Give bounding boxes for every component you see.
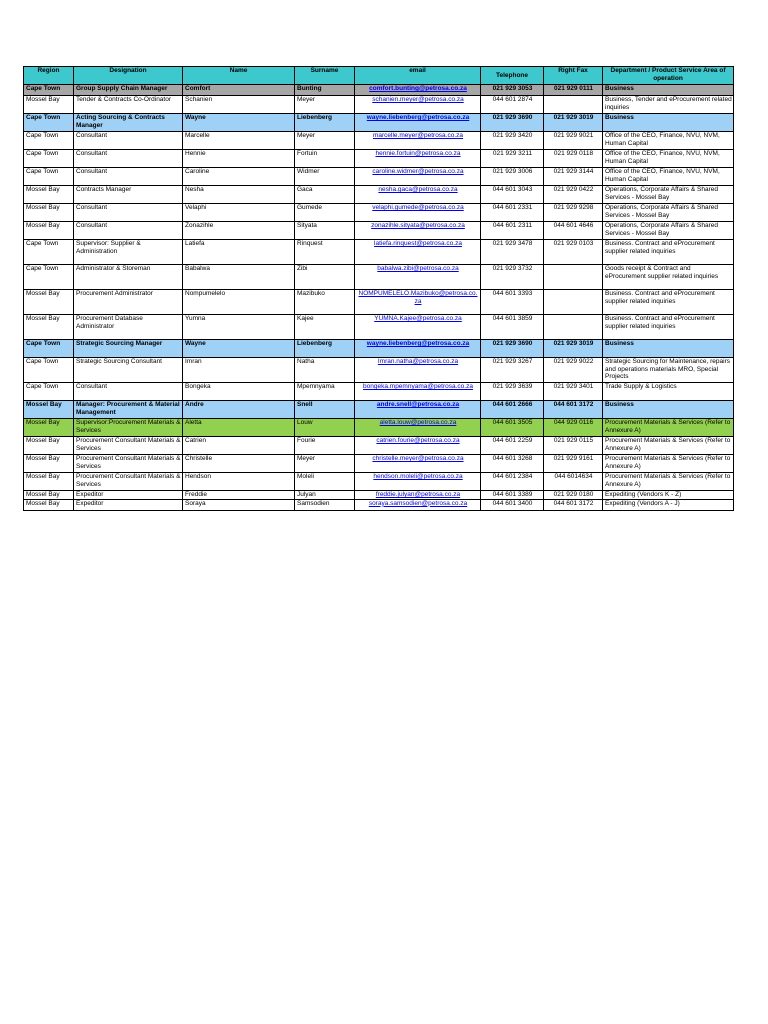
cell-name: Nesha (183, 186, 295, 204)
cell-name: Zonazihle (183, 222, 295, 240)
cell-department: Office of the CEO, Finance, NVU, NVM, Human Capital (603, 150, 734, 168)
cell-region: Mossel Bay (24, 290, 74, 315)
email-link[interactable]: christelle.meyer@petrosa.co.za (372, 455, 464, 462)
cell-region: Mossel Bay (24, 315, 74, 340)
cell-right-fax: 044 601 3172 (544, 401, 603, 419)
table-row (24, 383, 734, 401)
header-designation: Designation (74, 67, 183, 85)
email-link[interactable]: bongeka.mpemnyama@petrosa.co.za (363, 383, 473, 390)
cell-region: Cape Town (24, 150, 74, 168)
cell-department: Strategic Sourcing for Maintenance, repairs and operations materials MRO, Special Projects (603, 358, 734, 383)
cell-name: Latiefa (183, 240, 295, 265)
cell-region: Mossel Bay (24, 419, 74, 437)
cell-telephone: 044 601 2384 (481, 473, 544, 491)
cell-email (355, 240, 481, 265)
cell-name: Yumna (183, 315, 295, 340)
cell-department: Procurement Materials & Services (Refer to Annexure A) (603, 419, 734, 437)
cell-right-fax: 021 929 0180 (544, 491, 603, 500)
cell-email (355, 340, 481, 358)
cell-surname: Meyer (295, 96, 355, 114)
cell-telephone: 021 929 3267 (481, 358, 544, 383)
cell-email (355, 358, 481, 383)
cell-department: Expediting (Vendors K - Z) (603, 491, 734, 500)
cell-name: Freddie (183, 491, 295, 500)
cell-department: Procurement Materials & Services (Refer to Annexure A) (603, 473, 734, 491)
cell-designation: Contracts Manager (74, 186, 183, 204)
cell-right-fax: 021 929 0103 (544, 240, 603, 265)
cell-name: Soraya (183, 499, 295, 510)
cell-designation: Consultant (74, 168, 183, 186)
cell-surname: Liebenberg (295, 340, 355, 358)
email-link[interactable]: catrien.fourie@petrosa.co.za (376, 437, 460, 444)
cell-right-fax: 021 929 0111 (544, 85, 603, 96)
cell-designation: Consultant (74, 222, 183, 240)
cell-email (355, 383, 481, 401)
cell-email (355, 499, 481, 510)
cell-department: Office of the CEO, Finance, NVU, NVM, Human Capital (603, 168, 734, 186)
cell-name: Hennie (183, 150, 295, 168)
cell-department: Business. Contract and eProcurement supplier related inquiries (603, 315, 734, 340)
cell-right-fax: 021 929 3401 (544, 383, 603, 401)
cell-telephone: 021 929 3639 (481, 383, 544, 401)
cell-email (355, 419, 481, 437)
cell-region: Mossel Bay (24, 186, 74, 204)
cell-designation: Procurement Consultant Materials & Services (74, 473, 183, 491)
cell-surname: Natha (295, 358, 355, 383)
cell-designation: Consultant (74, 132, 183, 150)
email-link[interactable]: nesha.gaca@petrosa.co.za (378, 186, 458, 193)
table-row (24, 168, 734, 186)
email-link[interactable]: marcelle.meyer@petrosa.co.za (372, 132, 464, 139)
email-link[interactable]: velaphi.gumede@petrosa.co.za (372, 204, 464, 211)
cell-right-fax: 044 601 3172 (544, 499, 603, 510)
cell-department: Business (603, 340, 734, 358)
cell-surname: Mazibuko (295, 290, 355, 315)
cell-surname: Sityata (295, 222, 355, 240)
cell-telephone: 021 929 3690 (481, 340, 544, 358)
email-link[interactable]: comfort.bunting@petrosa.co.za (369, 85, 467, 92)
email-link[interactable]: YUMNA.Kajee@petrosa.co.za (374, 315, 462, 322)
email-link[interactable]: freddie.julyan@petrosa.co.za (375, 491, 461, 498)
cell-department: Business (603, 401, 734, 419)
cell-right-fax: 021 929 9161 (544, 455, 603, 473)
header-right-fax: Right Fax (544, 67, 603, 85)
table-row (24, 473, 734, 491)
cell-telephone: 044 601 2666 (481, 401, 544, 419)
cell-designation: Consultant (74, 204, 183, 222)
cell-region: Cape Town (24, 132, 74, 150)
cell-region: Cape Town (24, 265, 74, 290)
cell-designation: Consultant (74, 383, 183, 401)
cell-surname: Widmer (295, 168, 355, 186)
cell-department: Business. Contract and eProcurement supplier related inquiries (603, 290, 734, 315)
cell-right-fax: 021 929 9021 (544, 132, 603, 150)
email-link[interactable]: NOMPUMELELO.Mazibuko@petrosa.co.za (358, 290, 478, 305)
cell-telephone: 044 601 3389 (481, 491, 544, 500)
cell-name: Velaphi (183, 204, 295, 222)
cell-right-fax: 021 929 9298 (544, 204, 603, 222)
cell-department: Trade Supply & Logistics (603, 383, 734, 401)
cell-department: Operations, Corporate Affairs & Shared Services - Mossel Bay (603, 204, 734, 222)
cell-surname: Kajee (295, 315, 355, 340)
cell-telephone: 044 601 3859 (481, 315, 544, 340)
cell-name: Comfort (183, 85, 295, 96)
cell-department: Goods receipt & Contract and eProcurement supplier related inquiries (603, 265, 734, 290)
table-row (24, 265, 734, 290)
cell-name: Nompumelelo (183, 290, 295, 315)
cell-name: Christelle (183, 455, 295, 473)
table-body (24, 85, 734, 511)
table-row (24, 419, 734, 437)
cell-region: Mossel Bay (24, 96, 74, 114)
cell-name: Andre (183, 401, 295, 419)
cell-name: Aletta (183, 419, 295, 437)
cell-designation: Procurement Consultant Materials & Services (74, 437, 183, 455)
email-link[interactable]: andre.snell@petrosa.co.za (376, 401, 460, 408)
cell-department: Expediting (Vendors A - J) (603, 499, 734, 510)
table-header-row (24, 67, 734, 85)
cell-designation: Expeditor (74, 499, 183, 510)
cell-department: Business (603, 85, 734, 96)
cell-department: Business (603, 114, 734, 132)
cell-surname: Meyer (295, 132, 355, 150)
cell-right-fax: 044 601 4646 (544, 222, 603, 240)
cell-right-fax: 021 929 3144 (544, 168, 603, 186)
cell-right-fax: 021 929 0115 (544, 437, 603, 455)
cell-region: Cape Town (24, 114, 74, 132)
cell-telephone: 021 929 3211 (481, 150, 544, 168)
cell-designation: Acting Sourcing & Contracts Manager (74, 114, 183, 132)
table-row (24, 85, 734, 96)
table-row (24, 315, 734, 340)
cell-email (355, 222, 481, 240)
cell-email (355, 186, 481, 204)
cell-designation: Expeditor (74, 491, 183, 500)
cell-designation: Administrator & Storeman (74, 265, 183, 290)
header-telephone: Telephone (481, 67, 544, 85)
cell-name: Babalwa (183, 265, 295, 290)
cell-region: Cape Town (24, 168, 74, 186)
cell-email (355, 96, 481, 114)
cell-email (355, 132, 481, 150)
table-row (24, 340, 734, 358)
cell-name: Bongeka (183, 383, 295, 401)
cell-telephone: 044 601 3268 (481, 455, 544, 473)
cell-surname: Bunting (295, 85, 355, 96)
cell-email (355, 150, 481, 168)
table-row (24, 204, 734, 222)
cell-designation: Procurement Database Administrator (74, 315, 183, 340)
cell-region: Mossel Bay (24, 455, 74, 473)
cell-region: Cape Town (24, 240, 74, 265)
table-row (24, 150, 734, 168)
cell-surname: Fourie (295, 437, 355, 455)
email-link[interactable]: hendson.moleli@petrosa.co.za (373, 473, 463, 480)
cell-region: Mossel Bay (24, 473, 74, 491)
table-row (24, 290, 734, 315)
cell-telephone: 044 601 2259 (481, 437, 544, 455)
cell-designation: Strategic Sourcing Manager (74, 340, 183, 358)
cell-designation: Manager: Procurement & Material Management (74, 401, 183, 419)
cell-name: Marcelle (183, 132, 295, 150)
cell-surname: Meyer (295, 455, 355, 473)
cell-right-fax (544, 290, 603, 315)
cell-telephone: 021 929 3006 (481, 168, 544, 186)
cell-right-fax: 021 929 0118 (544, 150, 603, 168)
cell-name: Caroline (183, 168, 295, 186)
cell-email (355, 437, 481, 455)
cell-telephone: 044 601 3505 (481, 419, 544, 437)
email-link[interactable]: soraya.samsodien@petrosa.co.za (368, 499, 468, 507)
cell-region: Cape Town (24, 340, 74, 358)
cell-telephone: 044 601 3393 (481, 290, 544, 315)
cell-designation: Strategic Sourcing Consultant (74, 358, 183, 383)
cell-surname: Louw (295, 419, 355, 437)
table-row (24, 401, 734, 419)
cell-surname: Mpemnyama (295, 383, 355, 401)
cell-name: Imran (183, 358, 295, 383)
cell-email (355, 455, 481, 473)
cell-surname: Snell (295, 401, 355, 419)
cell-region: Cape Town (24, 85, 74, 96)
table-row (24, 240, 734, 265)
cell-right-fax: 021 929 9022 (544, 358, 603, 383)
cell-telephone: 021 929 3732 (481, 265, 544, 290)
cell-telephone: 044 601 2331 (481, 204, 544, 222)
table-row (24, 491, 734, 500)
cell-email (355, 473, 481, 491)
table-row (24, 358, 734, 383)
header-surname: Surname (295, 67, 355, 85)
email-link[interactable]: schanien.meyer@petrosa.co.za (372, 96, 464, 103)
cell-email (355, 491, 481, 500)
cell-department: Office of the CEO, Finance, NVU, NVM, Human Capital (603, 132, 734, 150)
email-link[interactable]: aletta.louw@petrosa.co.za (379, 419, 457, 426)
cell-region: Mossel Bay (24, 437, 74, 455)
cell-region: Mossel Bay (24, 499, 74, 510)
cell-name: Wayne (183, 114, 295, 132)
cell-region: Mossel Bay (24, 204, 74, 222)
table-row (24, 186, 734, 204)
cell-right-fax: 021 929 0422 (544, 186, 603, 204)
cell-region: Mossel Bay (24, 222, 74, 240)
cell-right-fax (544, 96, 603, 114)
email-link[interactable]: zonazihle.sityata@petrosa.co.za (371, 222, 465, 229)
table-row (24, 437, 734, 455)
email-link[interactable]: Imran.natha@petrosa.co.za (377, 358, 459, 365)
cell-name: Schanien (183, 96, 295, 114)
cell-telephone: 021 929 3478 (481, 240, 544, 265)
cell-email (355, 114, 481, 132)
cell-designation: Group Supply Chain Manager (74, 85, 183, 96)
cell-region: Mossel Bay (24, 491, 74, 500)
cell-telephone: 021 929 3420 (481, 132, 544, 150)
cell-surname: Gumede (295, 204, 355, 222)
cell-email (355, 315, 481, 340)
cell-department: Operations, Corporate Affairs & Shared Services - Mossel Bay (603, 186, 734, 204)
cell-designation: Procurement Administrator (74, 290, 183, 315)
cell-designation: Supervisor: Supplier & Administration (74, 240, 183, 265)
cell-right-fax: 021 929 3019 (544, 114, 603, 132)
email-link[interactable]: wayne.liebenberg@petrosa.co.za (366, 114, 470, 121)
header-region: Region (24, 67, 74, 85)
cell-surname: Liebenberg (295, 114, 355, 132)
cell-telephone: 021 929 3053 (481, 85, 544, 96)
cell-surname: Fortuin (295, 150, 355, 168)
email-link[interactable]: latiefa.rinquest@petrosa.co.za (374, 240, 462, 247)
cell-region: Cape Town (24, 358, 74, 383)
cell-department: Business, Tender and eProcurement related inquiries (603, 96, 734, 114)
cell-surname: Julyan (295, 491, 355, 500)
cell-name: Hendson (183, 473, 295, 491)
cell-name: Wayne (183, 340, 295, 358)
cell-right-fax (544, 265, 603, 290)
cell-name: Catrien (183, 437, 295, 455)
table-row (24, 96, 734, 114)
cell-telephone: 044 601 3400 (481, 499, 544, 510)
cell-designation: Supervisor:Procurement Materials & Services (74, 419, 183, 437)
cell-telephone: 044 601 3043 (481, 186, 544, 204)
cell-surname: Samsodien (295, 499, 355, 510)
header-email: email (355, 67, 481, 85)
cell-department: Operations, Corporate Affairs & Shared Services - Mossel Bay (603, 222, 734, 240)
cell-right-fax: 044 929 0116 (544, 419, 603, 437)
header-name: Name (183, 67, 295, 85)
cell-right-fax: 021 929 3019 (544, 340, 603, 358)
cell-designation: Tender & Contracts Co-Ordinator (74, 96, 183, 114)
cell-department: Procurement Materials & Services (Refer to Annexure A) (603, 437, 734, 455)
cell-department: Business. Contract and eProcurement supplier related inquiries (603, 240, 734, 265)
cell-department: Procurement Materials & Services (Refer to Annexure A) (603, 455, 734, 473)
cell-region: Mossel Bay (24, 401, 74, 419)
cell-surname: Rinquest (295, 240, 355, 265)
cell-email (355, 85, 481, 96)
cell-surname: Moleli (295, 473, 355, 491)
email-link[interactable]: caroline.widmer@petrosa.co.za (372, 168, 464, 175)
cell-right-fax (544, 315, 603, 340)
cell-email (355, 265, 481, 290)
table-row (24, 222, 734, 240)
table-row (24, 132, 734, 150)
header-department: Department / Product Service Area of operation (603, 67, 734, 85)
cell-telephone: 021 929 3690 (481, 114, 544, 132)
cell-email (355, 168, 481, 186)
email-link[interactable]: wayne.liebenberg@petrosa.co.za (366, 340, 470, 347)
cell-surname: Gaca (295, 186, 355, 204)
table-row (24, 455, 734, 473)
cell-email (355, 204, 481, 222)
table-row (24, 114, 734, 132)
cell-telephone: 044 601 2311 (481, 222, 544, 240)
cell-telephone: 044 601 2874 (481, 96, 544, 114)
cell-surname: Zibi (295, 265, 355, 290)
cell-email (355, 290, 481, 315)
contact-directory-table (23, 66, 734, 511)
cell-designation: Procurement Consultant Materials & Services (74, 455, 183, 473)
cell-region: Cape Town (24, 383, 74, 401)
email-link[interactable]: hennie.fortuin@petrosa.co.za (375, 150, 461, 157)
table-row (24, 499, 734, 510)
cell-right-fax: 044 6014634 (544, 473, 603, 491)
cell-designation: Consultant (74, 150, 183, 168)
email-link[interactable]: babalwa.zibi@petrosa.co.za (377, 265, 459, 272)
cell-email (355, 401, 481, 419)
